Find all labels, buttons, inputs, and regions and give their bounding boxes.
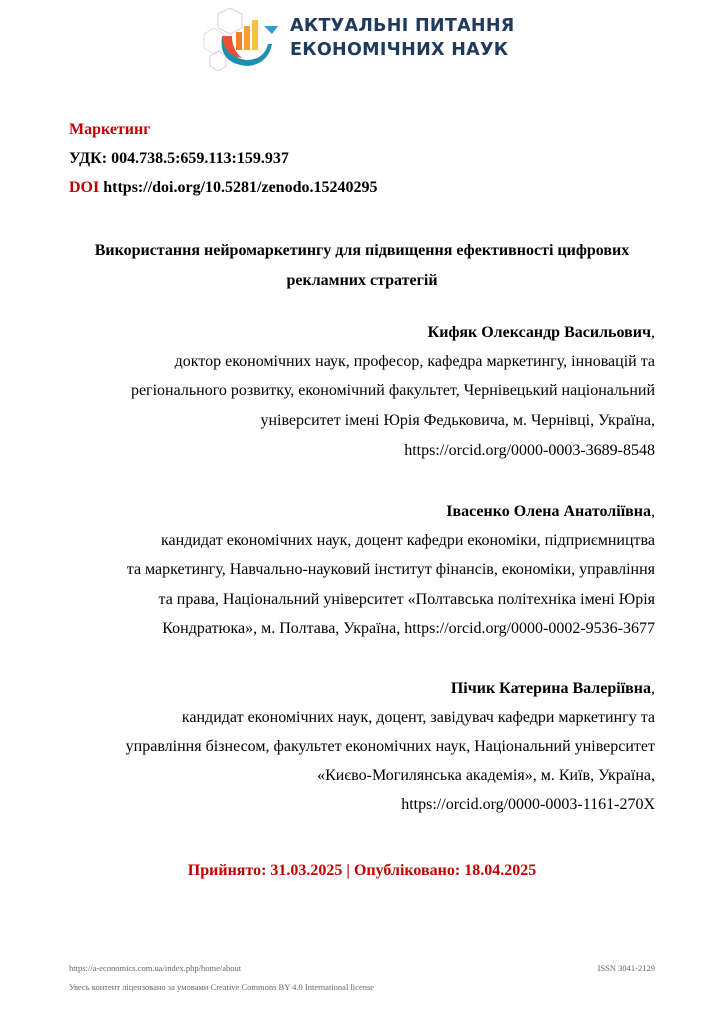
- logo-title-line1: АКТУАЛЬНІ ПИТАННЯ: [290, 16, 515, 36]
- udc-code: УДК: 004.738.5:659.113:159.937: [69, 150, 289, 167]
- author-affiliation: «Києво-Могилянська академія», м. Київ, Україна,: [317, 767, 655, 784]
- author-name: Пічик Катерина Валеріївна,: [450, 680, 655, 697]
- author-orcid[interactable]: https://orcid.org/0000-0003-1161-270X: [401, 796, 655, 813]
- doi-label: DOI: [69, 179, 100, 196]
- footer-license: Увесь контент ліцензовано за умовами Creative Commons BY 4.0 International license: [69, 982, 375, 992]
- footer-issn: ISSN 3041-2129: [597, 963, 655, 973]
- logo-chart-icon: [198, 4, 288, 74]
- author-name: Івасенко Олена Анатоліївна,: [446, 503, 655, 520]
- author-affiliation: кандидат економічних наук, доцент кафедри економіки, підприємництва: [161, 532, 655, 549]
- author-name: Кифяк Олександр Васильович,: [427, 324, 655, 341]
- journal-logo: [198, 4, 518, 74]
- article-title-line2: рекламних стратегій: [286, 272, 438, 289]
- author-affiliation: управління бізнесом, факультет економічних наук, Національний університет: [125, 738, 655, 755]
- author-affiliation: університет імені Юрія Федьковича, м. Чернівці, Україна,: [260, 412, 655, 429]
- author-orcid[interactable]: https://orcid.org/0000-0003-3689-8548: [404, 442, 655, 459]
- author-affiliation: доктор економічних наук, професор, кафедра маркетингу, інновацій та: [174, 353, 655, 370]
- author-affiliation: та права, Національний університет «Полтавська політехніка імені Юрія: [158, 591, 655, 608]
- author-affiliation: кандидат економічних наук, доцент, завідувач кафедри маркетингу та: [181, 709, 655, 726]
- doi-link[interactable]: https://doi.org/10.5281/zenodo.15240295: [103, 179, 378, 196]
- article-title-line1: Використання нейромаркетингу для підвищення ефективності цифрових: [94, 242, 630, 259]
- footer-url[interactable]: https://a-economics.com.ua/index.php/home/about: [69, 963, 242, 973]
- logo-title-line2: ЕКОНОМІЧНИХ НАУК: [290, 40, 509, 60]
- publication-dates: Прийнято: 31.03.2025 | Опубліковано: 18.04.2025: [187, 862, 537, 879]
- section-label: Маркетинг: [69, 121, 151, 138]
- author-affiliation-orcid[interactable]: Кондратюка», м. Полтава, Україна, https://orcid.org/0000-0002-9536-3677: [162, 620, 655, 637]
- doi-line: [69, 178, 377, 198]
- author-affiliation: та маркетингу, Навчально-науковий інститут фінансів, економіки, управління: [126, 561, 655, 578]
- author-affiliation: регіонального розвитку, економічний факультет, Чернівецький національний: [130, 382, 655, 399]
